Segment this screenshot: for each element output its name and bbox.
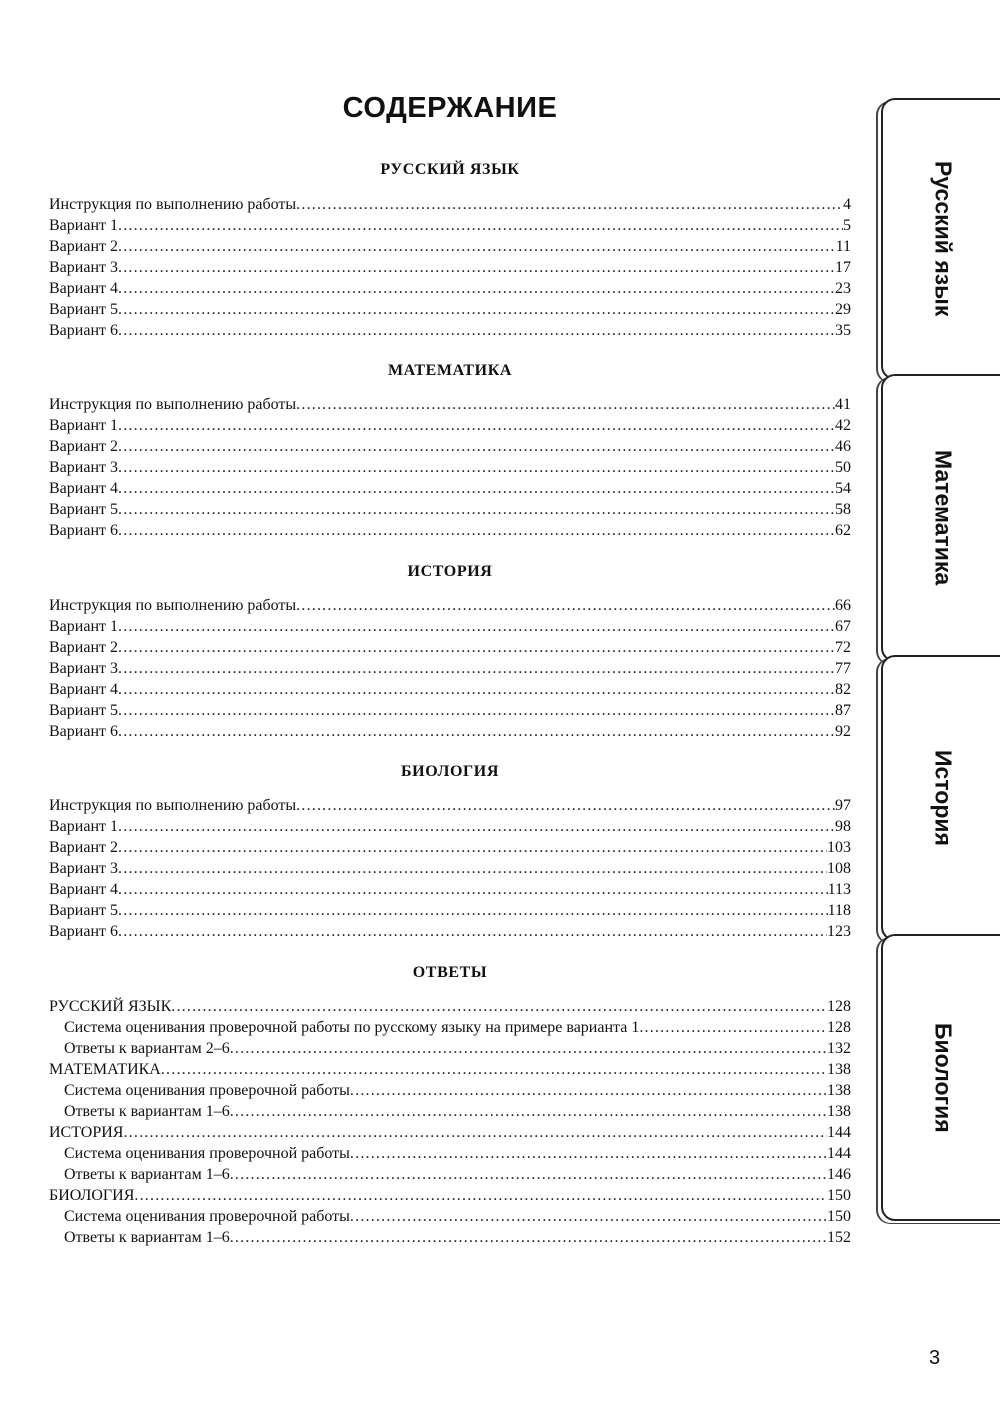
toc-entry-label: Ответы к вариантам 1–6: [64, 1103, 230, 1120]
toc-entry[interactable]: [49, 457, 851, 478]
dot-leader: [350, 1207, 827, 1227]
dot-leader: [118, 722, 835, 742]
toc-entry-label: Инструкция по выполнению работы: [49, 196, 297, 213]
toc-entry-sub[interactable]: [64, 1080, 851, 1101]
toc-entry-label: Инструкция по выполнению работы: [49, 396, 297, 413]
toc-entry[interactable]: [49, 795, 851, 816]
toc-entry-sub[interactable]: [64, 1143, 851, 1164]
dot-leader: [118, 638, 835, 658]
toc-entry-page: 23: [835, 280, 851, 297]
page-title: СОДЕРЖАНИЕ: [342, 92, 558, 124]
tab-label: История: [930, 750, 957, 846]
toc-entry-page: 132: [827, 1040, 851, 1057]
dot-leader: [118, 237, 836, 257]
toc-entry-page: 128: [827, 1019, 851, 1036]
tab-russian[interactable]: [881, 98, 1000, 380]
toc-entry[interactable]: [49, 478, 851, 499]
toc-entry-label: РУССКИЙ ЯЗЫК: [49, 998, 172, 1015]
dot-leader: [161, 1060, 827, 1080]
toc-entry-label: Вариант 6: [49, 723, 118, 740]
toc-entry-page: 5: [843, 217, 851, 234]
toc-entry-page: 138: [827, 1082, 851, 1099]
dot-leader: [118, 859, 827, 879]
toc-entry-label: Вариант 4: [49, 881, 118, 898]
toc-entry[interactable]: [49, 679, 851, 700]
page-number: 3: [929, 1347, 941, 1369]
toc-entry-label: Вариант 3: [49, 660, 118, 677]
toc-entry-label: Вариант 6: [49, 923, 118, 940]
toc-entry-label: Вариант 1: [49, 217, 118, 234]
section-heading-math: МАТЕМАТИКА: [387, 362, 513, 379]
toc-entry[interactable]: [49, 616, 851, 637]
toc-entry-sub[interactable]: [64, 1038, 851, 1059]
toc-entry[interactable]: [49, 499, 851, 520]
section-heading-answers: ОТВЕТЫ: [412, 964, 488, 981]
toc-entry-page: 118: [827, 902, 851, 919]
dot-leader: [118, 416, 835, 436]
dot-leader: [296, 395, 835, 415]
dot-leader: [118, 258, 835, 278]
dot-leader: [118, 701, 835, 721]
toc-entry-label: Система оценивания проверочной работы по русскому языку на примере варианта 1: [64, 1019, 640, 1036]
dot-leader: [123, 1123, 827, 1143]
toc-entry-label: Вариант 3: [49, 860, 118, 877]
tab-math[interactable]: [881, 374, 1000, 662]
toc-entry-label: Вариант 5: [49, 702, 118, 719]
toc-entry-subject[interactable]: [49, 996, 851, 1017]
toc-entry-label: Вариант 1: [49, 618, 118, 635]
toc-entry-page: 62: [835, 522, 851, 539]
dot-leader: [350, 1081, 827, 1101]
toc-entry[interactable]: [49, 658, 851, 679]
dot-leader: [118, 922, 827, 942]
tab-history[interactable]: [881, 655, 1000, 941]
toc-entry-sub[interactable]: [64, 1227, 851, 1248]
toc-entry-label: Вариант 4: [49, 480, 118, 497]
toc-entry-label: Вариант 5: [49, 501, 118, 518]
toc-entry-page: 144: [827, 1124, 851, 1141]
toc-entry-page: 54: [835, 480, 851, 497]
toc-entry-label: Инструкция по выполнению работы: [49, 597, 297, 614]
toc-entry[interactable]: [49, 816, 851, 837]
toc-entry-label: Вариант 2: [49, 639, 118, 656]
toc-entry-label: Вариант 3: [49, 259, 118, 276]
toc-entry[interactable]: [49, 320, 851, 341]
toc-entry-page: 97: [835, 797, 851, 814]
toc-entry-label: Вариант 6: [49, 522, 118, 539]
toc-entry-page: 87: [835, 702, 851, 719]
toc-entry-page: 113: [827, 881, 851, 898]
toc-entry[interactable]: [49, 520, 851, 541]
toc-entry-page: 98: [835, 818, 851, 835]
toc-entry[interactable]: [49, 278, 851, 299]
toc-entry-label: Ответы к вариантам 2–6: [64, 1040, 230, 1057]
toc-entry-label: БИОЛОГИЯ: [49, 1187, 135, 1204]
toc-entry-sub[interactable]: [64, 1164, 851, 1185]
toc-entry-page: 50: [835, 459, 851, 476]
dot-leader: [296, 796, 835, 816]
toc-entry[interactable]: [49, 721, 851, 742]
toc-entry[interactable]: [49, 215, 851, 236]
toc-entry-page: 82: [835, 681, 851, 698]
dot-leader: [118, 216, 843, 236]
toc-entry-label: Вариант 6: [49, 322, 118, 339]
toc-entry-page: 144: [827, 1145, 851, 1162]
toc-entry-label: МАТЕМАТИКА: [49, 1061, 161, 1078]
toc-entry-page: 42: [835, 417, 851, 434]
dot-leader: [230, 1165, 827, 1185]
toc-entry-page: 72: [835, 639, 851, 656]
toc-entry-sub[interactable]: [64, 1206, 851, 1227]
toc-entry-page: 35: [835, 322, 851, 339]
toc-entry-label: Вариант 2: [49, 839, 118, 856]
dot-leader: [118, 321, 835, 341]
dot-leader: [118, 500, 835, 520]
toc-entry-label: Вариант 1: [49, 417, 118, 434]
toc-entry-label: Система оценивания проверочной работы: [64, 1208, 350, 1225]
toc-entry[interactable]: [49, 637, 851, 658]
dot-leader: [118, 279, 835, 299]
toc-entry-page: 4: [843, 196, 851, 213]
tab-label: Математика: [930, 450, 957, 586]
tab-label: Биология: [930, 1022, 957, 1133]
toc-entry-page: 103: [827, 839, 851, 856]
dot-leader: [118, 901, 828, 921]
dot-leader: [118, 838, 827, 858]
section-heading-history: ИСТОРИЯ: [407, 563, 493, 580]
toc-entry[interactable]: [49, 415, 851, 436]
dot-leader: [118, 458, 835, 478]
dot-leader: [118, 479, 835, 499]
toc-entry[interactable]: [49, 394, 851, 415]
toc-entry-page: 150: [827, 1208, 851, 1225]
toc-entry-label: Вариант 4: [49, 681, 118, 698]
dot-leader: [118, 659, 835, 679]
toc-entry-page: 128: [827, 998, 851, 1015]
toc-entry-page: 146: [827, 1166, 851, 1183]
toc-entry-page: 123: [827, 923, 851, 940]
toc-entry-page: 29: [835, 301, 851, 318]
dot-leader: [296, 195, 843, 215]
toc-entry-label: Инструкция по выполнению работы: [49, 797, 297, 814]
dot-leader: [118, 300, 835, 320]
toc-entry[interactable]: [49, 236, 851, 257]
toc-entry-page: 66: [835, 597, 851, 614]
toc-entry-page: 152: [827, 1229, 851, 1246]
dot-leader: [118, 680, 835, 700]
toc-entry-sub[interactable]: [64, 1101, 851, 1122]
toc-entry[interactable]: [49, 299, 851, 320]
dot-leader: [296, 596, 835, 616]
dot-leader: [350, 1144, 827, 1164]
toc-entry-subject[interactable]: [49, 1122, 851, 1143]
toc-entry-label: Вариант 3: [49, 459, 118, 476]
dot-leader: [118, 617, 835, 637]
toc-entry-page: 77: [835, 660, 851, 677]
toc-entry-page: 41: [835, 396, 851, 413]
toc-entry-subject[interactable]: [49, 1059, 851, 1080]
dot-leader: [118, 880, 828, 900]
toc-entry-page: 138: [827, 1061, 851, 1078]
toc-entry-page: 67: [835, 618, 851, 635]
toc-entry-page: 46: [835, 438, 851, 455]
toc-entry-label: Ответы к вариантам 1–6: [64, 1166, 230, 1183]
toc-entry-page: 150: [827, 1187, 851, 1204]
toc-entry-label: Вариант 2: [49, 438, 118, 455]
tab-biology[interactable]: [881, 934, 1000, 1221]
toc-entry-label: Ответы к вариантам 1–6: [64, 1229, 230, 1246]
dot-leader: [230, 1039, 827, 1059]
toc-entry[interactable]: [49, 900, 851, 921]
dot-leader: [639, 1018, 827, 1038]
toc-entry-subject[interactable]: [49, 1185, 851, 1206]
toc-entry-label: Система оценивания проверочной работы: [64, 1082, 350, 1099]
tab-label: Русский язык: [930, 161, 957, 317]
toc-entry[interactable]: [49, 436, 851, 457]
dot-leader: [134, 1186, 827, 1206]
toc-entry[interactable]: [49, 257, 851, 278]
toc-entry-label: Система оценивания проверочной работы: [64, 1145, 350, 1162]
section-heading-russian: РУССКИЙ ЯЗЫК: [380, 161, 520, 178]
toc-entry-page: 92: [835, 723, 851, 740]
toc-entry-label: Вариант 1: [49, 818, 118, 835]
toc-entry-label: Вариант 2: [49, 238, 118, 255]
toc-entry[interactable]: [49, 879, 851, 900]
dot-leader: [230, 1102, 827, 1122]
toc-entry-label: Вариант 5: [49, 301, 118, 318]
toc-entry[interactable]: [49, 921, 851, 942]
dot-leader: [171, 997, 827, 1017]
toc-entry[interactable]: [49, 194, 851, 215]
dot-leader: [118, 521, 835, 541]
toc-entry-label: ИСТОРИЯ: [49, 1124, 124, 1141]
toc-entry-page: 108: [827, 860, 851, 877]
section-heading-biology: БИОЛОГИЯ: [400, 763, 500, 780]
toc-entry[interactable]: [49, 595, 851, 616]
toc-entry-sub[interactable]: [64, 1017, 851, 1038]
dot-leader: [230, 1228, 827, 1248]
toc-entry-page: 11: [835, 238, 851, 255]
toc-entry-page: 58: [835, 501, 851, 518]
toc-entry-label: Вариант 5: [49, 902, 118, 919]
dot-leader: [118, 437, 835, 457]
toc-entry[interactable]: [49, 700, 851, 721]
toc-entry[interactable]: [49, 858, 851, 879]
toc-entry[interactable]: [49, 837, 851, 858]
toc-entry-page: 17: [835, 259, 851, 276]
dot-leader: [118, 817, 835, 837]
toc-entry-page: 138: [827, 1103, 851, 1120]
toc-entry-label: Вариант 4: [49, 280, 118, 297]
